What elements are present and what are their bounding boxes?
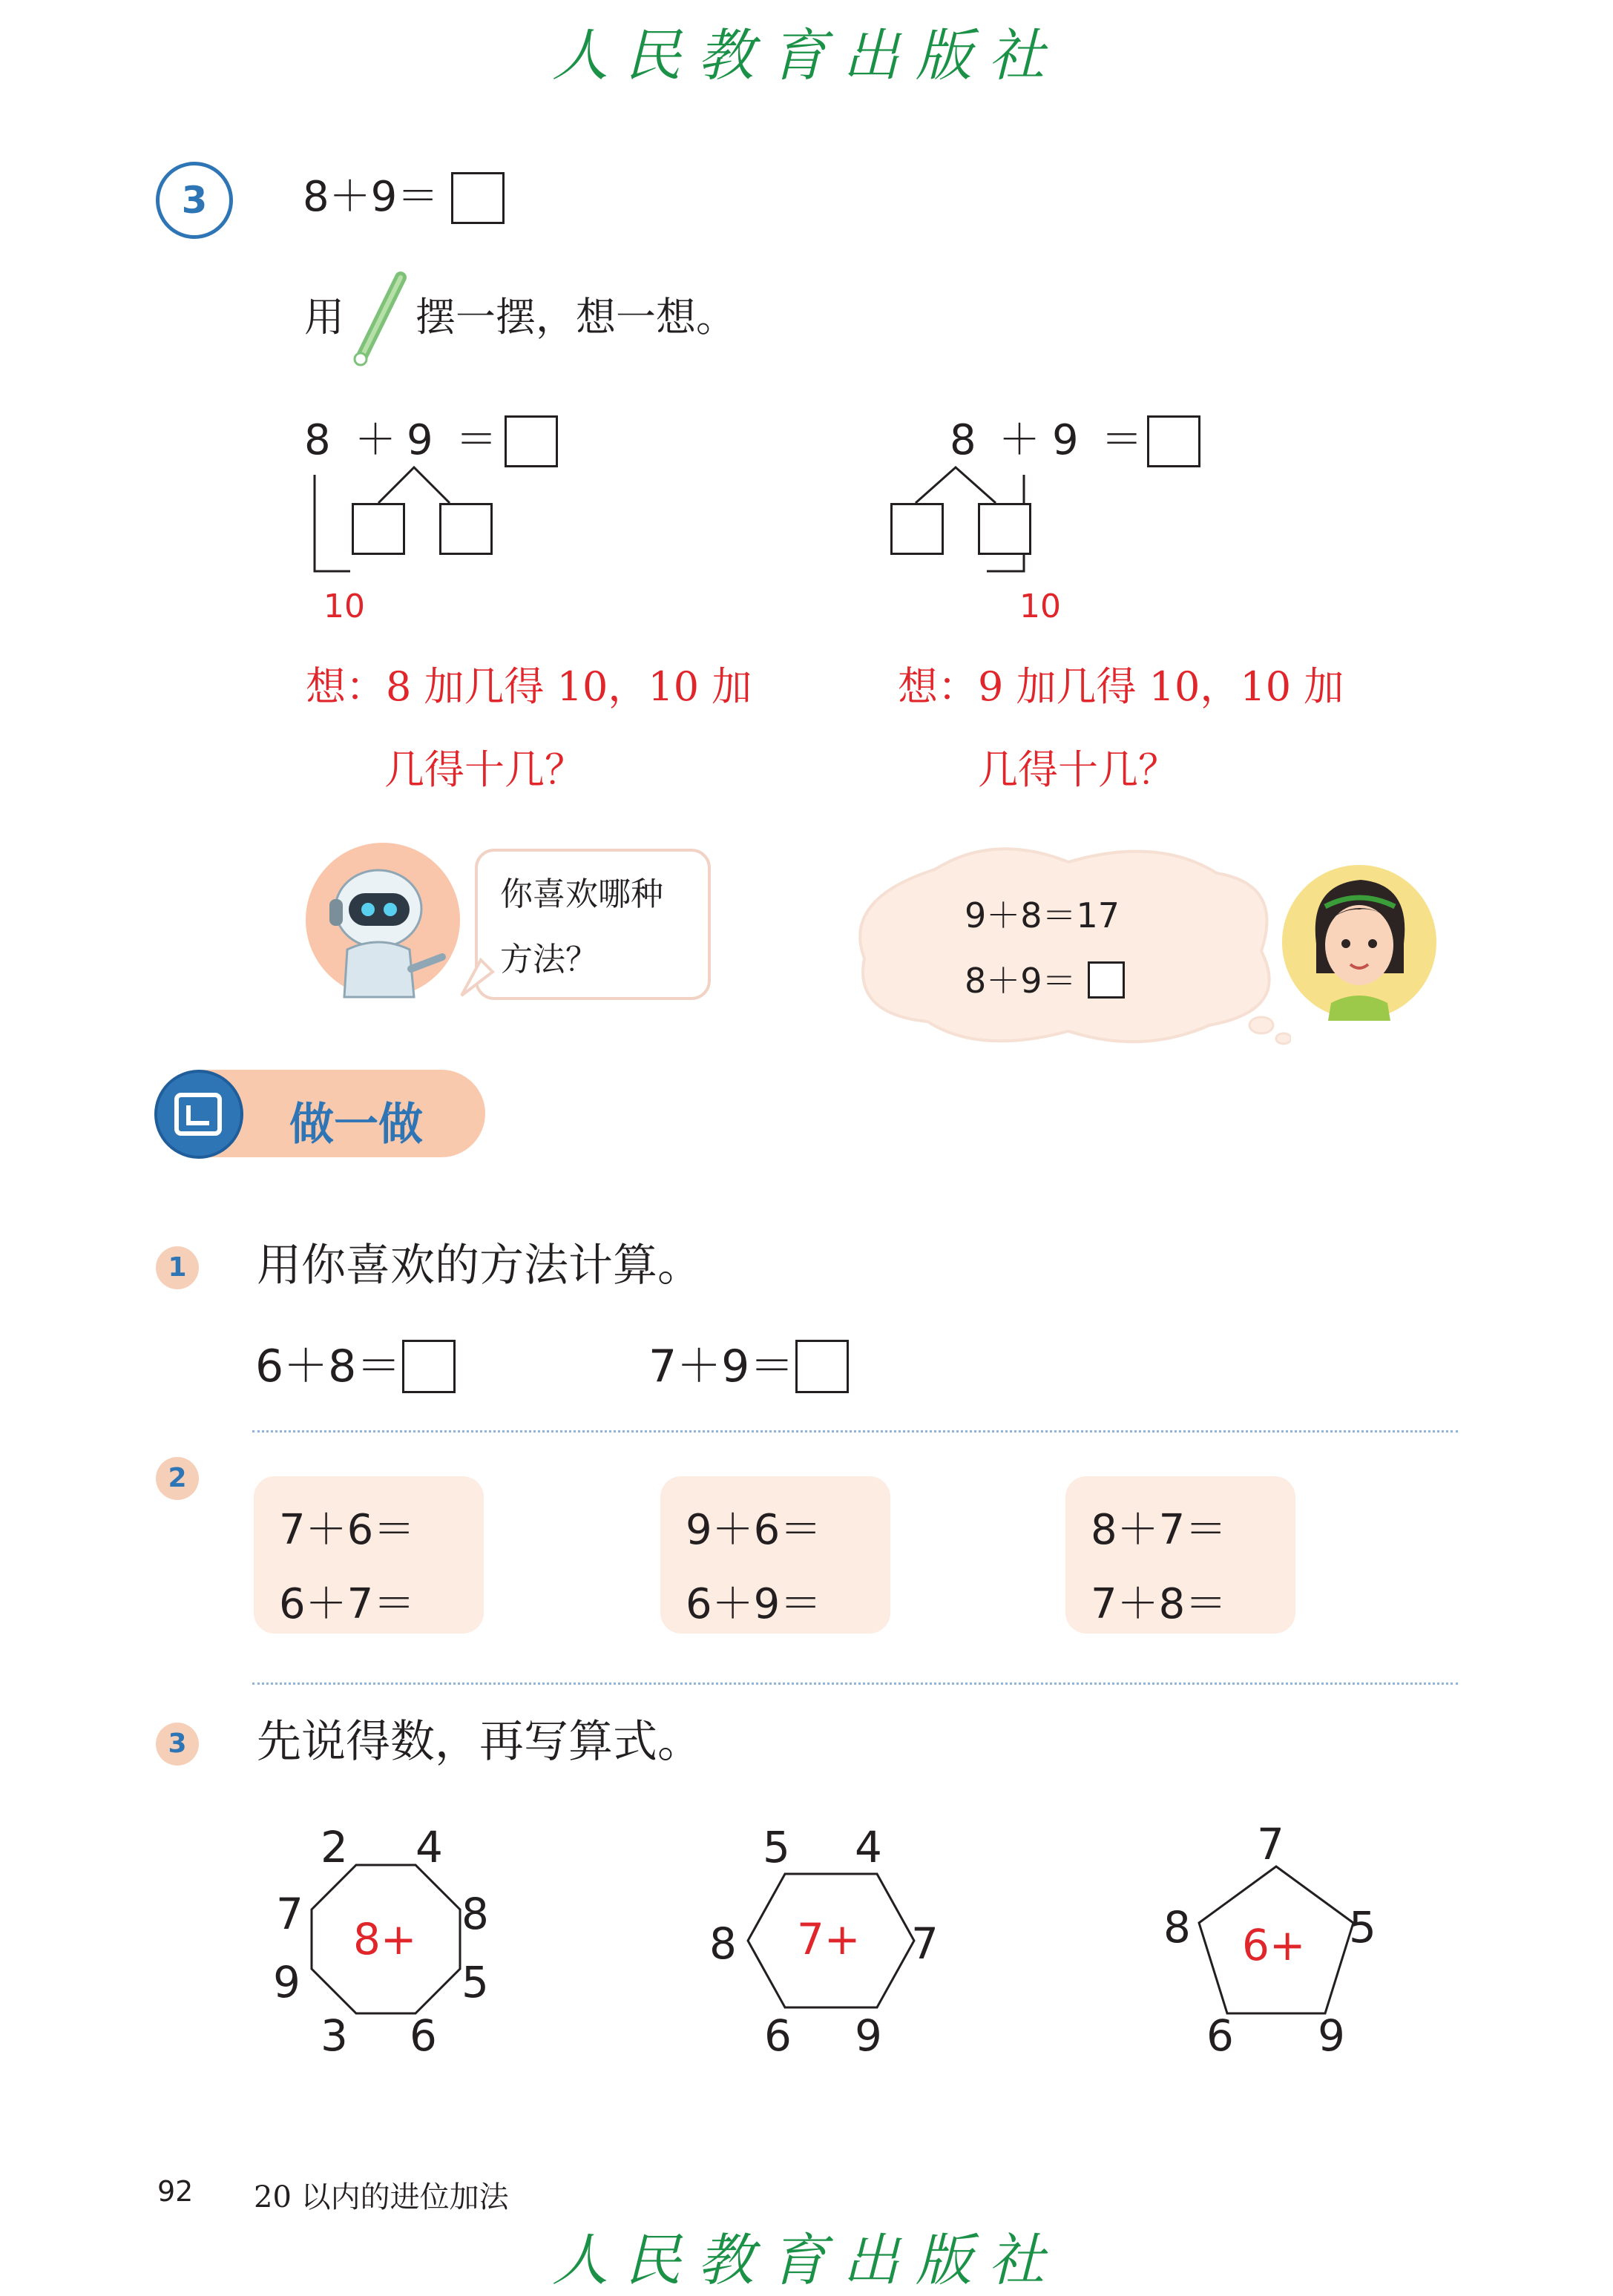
- left-ten-label: 10: [323, 588, 365, 625]
- ex2-group-3: [1065, 1476, 1295, 1634]
- instruction-text: 摆一摆，想一想。: [415, 294, 736, 341]
- robot-avatar: [303, 838, 466, 1001]
- octagon-num: 5: [461, 1957, 489, 2007]
- right-split-box-1[interactable]: [890, 503, 944, 555]
- hexagon-num: 7: [911, 1918, 939, 1969]
- ex1-number: 1: [156, 1246, 199, 1289]
- publisher-header: 人民教育出版社: [552, 22, 1061, 88]
- ex2-number: 2: [156, 1457, 199, 1500]
- right-eq-8: 8: [950, 416, 976, 464]
- ex3-number: 3: [156, 1723, 199, 1766]
- right-eq-equals: ＝: [1101, 416, 1143, 464]
- divider: [252, 1430, 1458, 1432]
- ex2-group-2: [660, 1476, 890, 1634]
- example-equation: 8＋9＝: [303, 173, 439, 221]
- ex2-g1-line2: 6＋7＝: [279, 1580, 415, 1628]
- left-eq-9: 9: [407, 416, 433, 464]
- ex1-answer-a[interactable]: [402, 1340, 456, 1393]
- right-eq-plus: ＋: [999, 416, 1040, 464]
- pentagon-num: 5: [1349, 1902, 1376, 1953]
- counting-stick-icon: [343, 269, 417, 372]
- right-sum-box[interactable]: [1147, 415, 1200, 467]
- octagon-num: 4: [415, 1822, 443, 1872]
- girl-avatar: [1279, 862, 1441, 1024]
- pentagon-num: 9: [1318, 2010, 1345, 2061]
- pentagon-num: 7: [1257, 1819, 1284, 1869]
- left-eq-plus: ＋: [355, 416, 396, 464]
- left-eq-8: 8: [304, 416, 331, 464]
- ex2-g3-line1: 8＋7＝: [1091, 1506, 1227, 1554]
- octagon-num: 6: [410, 2010, 437, 2061]
- pentagon-center: 6+: [1242, 1920, 1306, 1970]
- right-ten-label: 10: [1019, 588, 1061, 625]
- robot-bubble-line1: 你喜欢哪种: [500, 875, 663, 913]
- octagon-num: 7: [276, 1889, 303, 1939]
- octagon-num: 3: [321, 2010, 348, 2061]
- ex2-g1-line1: 7＋6＝: [279, 1506, 415, 1554]
- left-eq-equals: ＝: [456, 416, 497, 464]
- divider: [252, 1682, 1458, 1685]
- thought-line2: 8＋9＝: [965, 961, 1077, 1001]
- instruction-prefix: 用: [304, 294, 344, 341]
- octagon-num: 2: [321, 1822, 348, 1872]
- ex1-answer-b[interactable]: [795, 1340, 849, 1393]
- hexagon-num: 5: [763, 1822, 790, 1872]
- robot-bubble-tail: [459, 957, 496, 1001]
- right-think-line2: 几得十几？: [978, 746, 1178, 793]
- left-think-line1: 想：8 加几得 10，10 加: [306, 663, 752, 710]
- hexagon-num: 9: [855, 2010, 882, 2061]
- thought-answer-box[interactable]: [1088, 961, 1125, 999]
- left-sum-box[interactable]: [505, 415, 558, 467]
- page-number: 92: [157, 2175, 194, 2208]
- left-split-box-1[interactable]: [352, 503, 405, 555]
- hexagon-num: 6: [764, 2010, 792, 2061]
- thought-cloud: [846, 840, 1291, 1047]
- octagon-num: 8: [461, 1889, 489, 1939]
- example-number-badge: 3: [156, 162, 233, 239]
- ex1-eq-b: 7＋9＝: [648, 1341, 795, 1392]
- right-eq-9: 9: [1052, 416, 1079, 464]
- thought-line1: 9＋8＝17: [965, 895, 1120, 935]
- ex2-g3-line2: 7＋8＝: [1091, 1580, 1227, 1628]
- publisher-footer: 人民教育出版社: [552, 2227, 1061, 2293]
- pentagon-num: 8: [1163, 1902, 1191, 1953]
- hexagon-num: 4: [855, 1822, 882, 1872]
- right-split-box-2[interactable]: [978, 503, 1031, 555]
- answer-box[interactable]: [451, 172, 505, 224]
- ex2-g2-line1: 9＋6＝: [686, 1506, 822, 1554]
- octagon-num: 9: [273, 1957, 300, 2007]
- ex3-instruction: 先说得数，再写算式。: [257, 1716, 702, 1768]
- hexagon-num: 8: [709, 1918, 737, 1969]
- ex2-g2-line2: 6＋9＝: [686, 1580, 822, 1628]
- ex2-group-1: [254, 1476, 484, 1634]
- left-split-box-2[interactable]: [439, 503, 493, 555]
- robot-speech-bubble: [475, 849, 711, 1000]
- practice-badge-icon: [153, 1068, 245, 1160]
- ex1-instruction: 用你喜欢的方法计算。: [257, 1240, 702, 1292]
- left-think-line2: 几得十几？: [384, 746, 585, 793]
- hexagon-center: 7+: [797, 1914, 861, 1964]
- right-think-line1: 想：9 加几得 10，10 加: [898, 663, 1344, 710]
- pentagon-num: 6: [1206, 2010, 1234, 2061]
- ex1-eq-a: 6＋8＝: [255, 1341, 401, 1392]
- robot-bubble-line2: 方法？: [500, 941, 598, 978]
- practice-label: 做一做: [289, 1099, 423, 1151]
- octagon-center: 8+: [353, 1914, 417, 1964]
- chapter-title: 20 以内的进位加法: [254, 2180, 509, 2214]
